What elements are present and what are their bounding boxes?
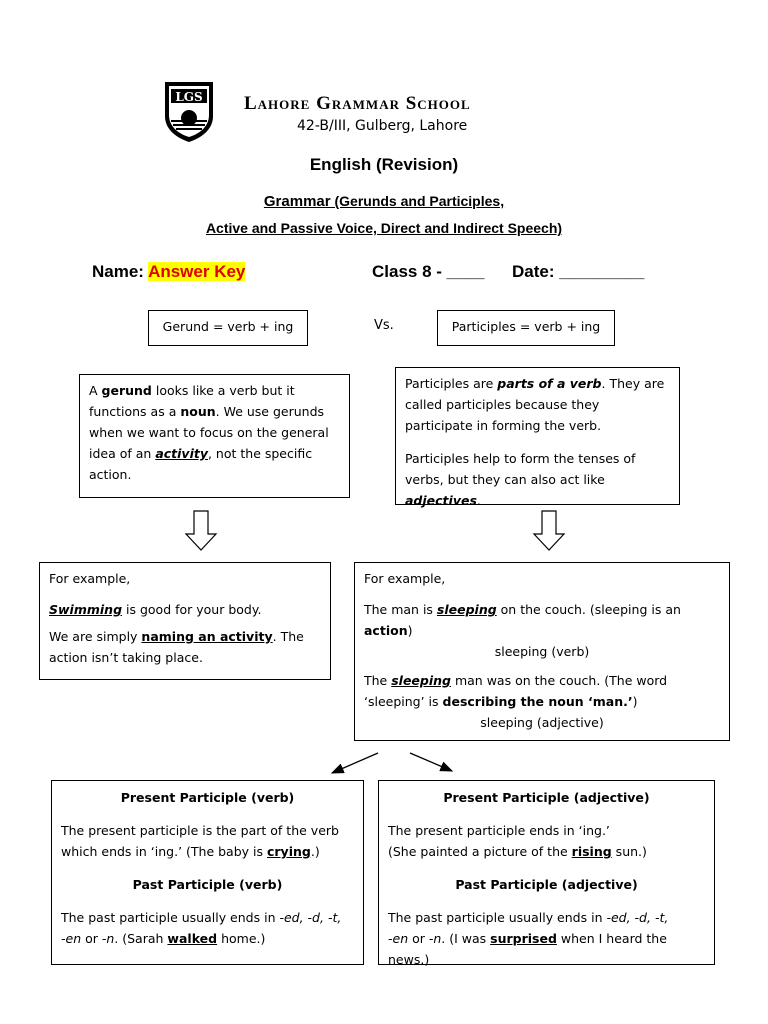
class-field: Class 8 - ____	[372, 262, 485, 281]
name-field: Name: Answer Key	[92, 262, 246, 281]
svg-text:LGS: LGS	[175, 90, 203, 104]
subtitle-line-2: Active and Passive Voice, Direct and Indirect Speech)	[205, 220, 563, 236]
versus-label: Vs.	[374, 318, 394, 333]
past-participle-adjective-heading: Past Participle (adjective)	[455, 877, 638, 892]
page-title: English (Revision)	[309, 155, 459, 174]
down-arrow-icon	[532, 510, 566, 552]
present-participle-verb-heading: Present Participle (verb)	[120, 790, 295, 805]
diagonal-arrows	[320, 745, 460, 779]
school-name: Lahore Grammar School	[244, 93, 471, 114]
school-logo	[163, 80, 215, 144]
school-address: 42-B/III, Gulberg, Lahore	[297, 118, 468, 134]
participle-formula-box: Participles = verb + ing	[437, 310, 615, 346]
participle-verb-box: Present Participle (verb) The present participle is the part of the verb which ends in ‘ing.’ (The baby is crying.) Past Participle (verb) The past participle usually ends in -ed, -d, -t, -en or -n. (Sarah walked home.)	[51, 780, 364, 965]
subtitle-line-1: Grammar (Gerunds and Participles,	[263, 193, 505, 210]
participle-example-box: For example, The man is sleeping on the couch. (sleeping is an action) sleeping (verb) The sleeping man was on the couch. (The word ‘sleeping’ is describing the noun ‘man.’) sleeping (adjective)	[354, 562, 730, 741]
past-participle-verb-heading: Past Participle (verb)	[132, 877, 283, 892]
date-field: Date: _________	[512, 262, 645, 281]
gerund-formula-box: Gerund = verb + ing	[148, 310, 308, 346]
present-participle-adjective-heading: Present Participle (adjective)	[443, 790, 650, 805]
down-arrow-icon	[184, 510, 218, 552]
answer-key-label: Answer Key	[148, 262, 246, 281]
participle-adjective-box: Present Participle (adjective) The present participle ends in ‘ing.’ (She painted a picture of the rising sun.) Past Participle (adjective) The past participle usually ends in -ed, -d, -t, -en or -n. (I was surprised when I heard the news.)	[378, 780, 715, 965]
gerund-explanation-box: A gerund looks like a verb but it functions as a noun. We use gerunds when we want to focus on the general idea of an activity, not the specific action.	[79, 374, 350, 498]
gerund-example-box: For example, Swimming is good for your body. We are simply naming an activity. The action isn’t taking place.	[39, 562, 331, 680]
participle-explanation-box: Participles are parts of a verb. They are called participles because they participate in forming the verb. Participles help to form the tenses of verbs, but they can also act like adjectives.	[395, 367, 680, 505]
